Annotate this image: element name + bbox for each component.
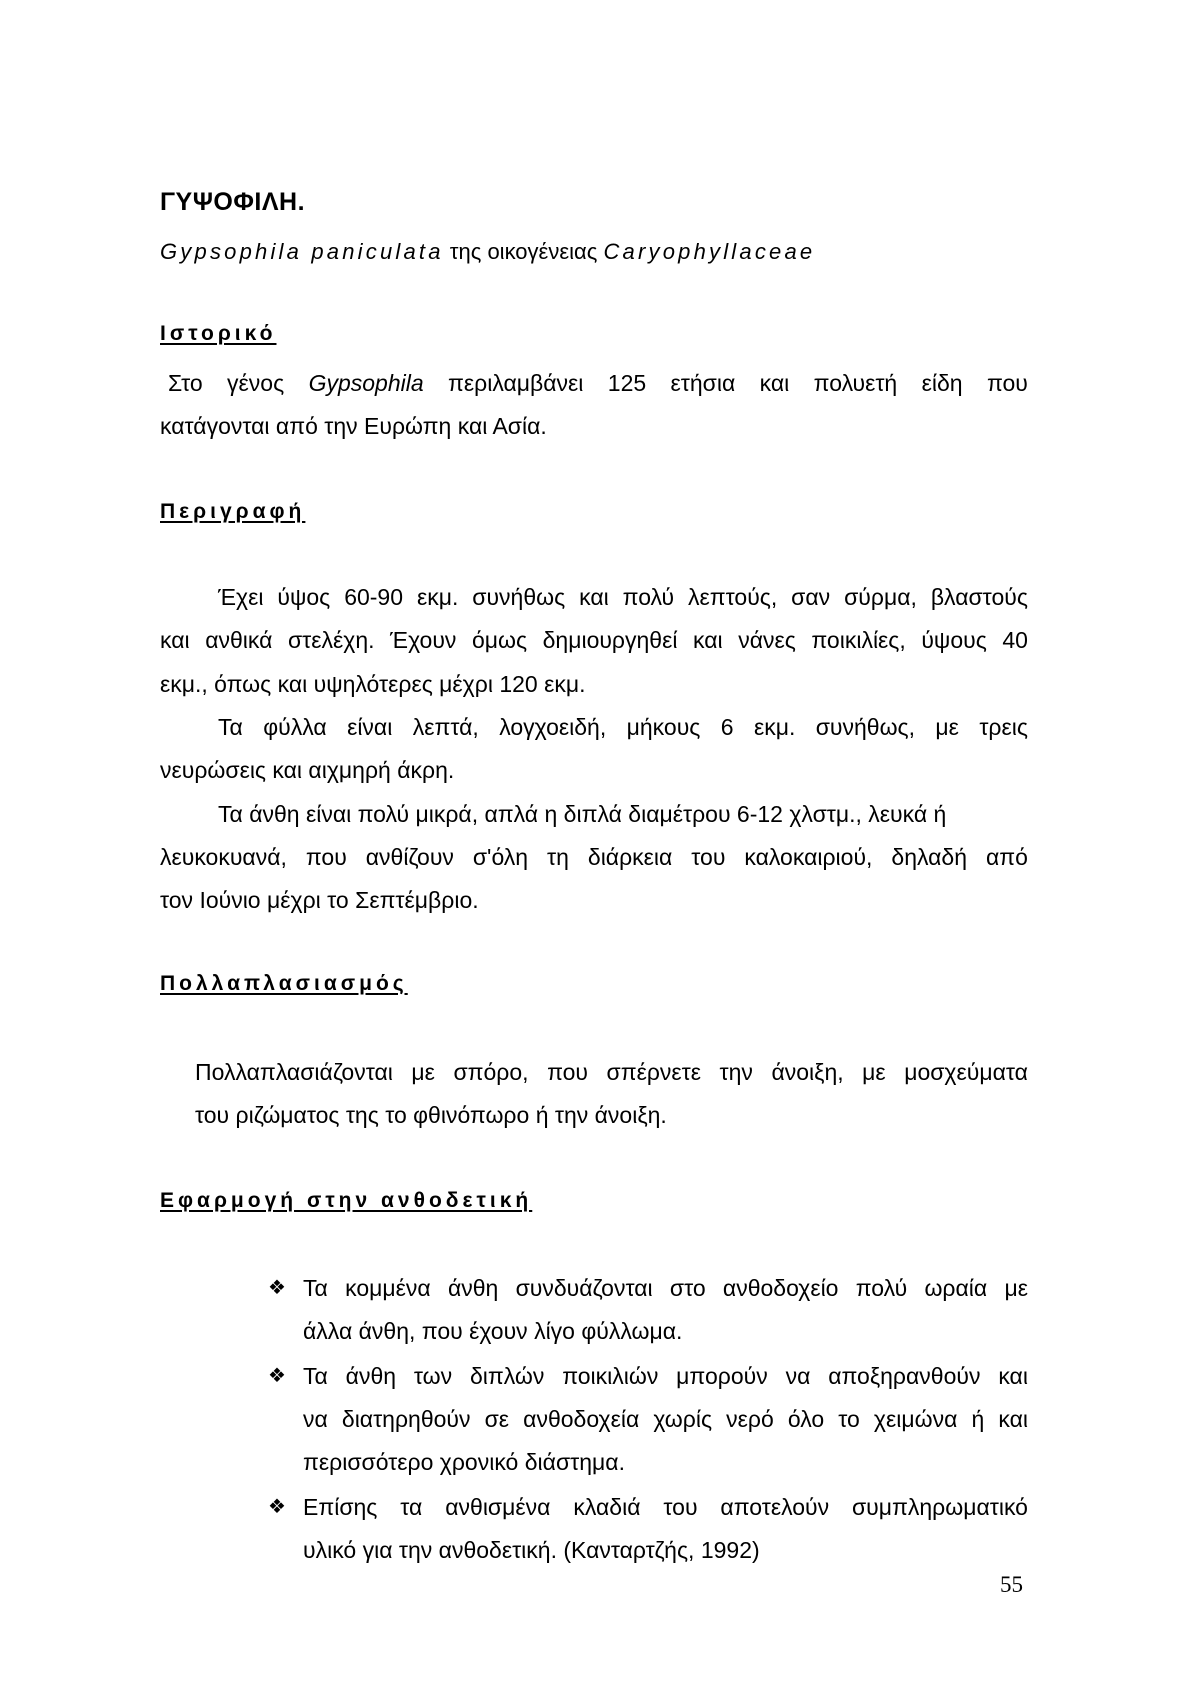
word: 125	[607, 370, 647, 396]
word: και	[160, 627, 190, 653]
word: με	[935, 714, 959, 740]
word: να	[785, 1363, 811, 1389]
scientific-name	[160, 238, 815, 266]
word: ανθισμένα	[445, 1494, 551, 1520]
word: σαν	[791, 584, 831, 610]
word: και	[998, 1363, 1028, 1389]
word: Gypsophila	[308, 370, 424, 396]
word: διάρκεια	[587, 844, 673, 870]
application-bullet-1-line-2: άλλα άνθη, που έχουν λίγο φύλλωμα.	[303, 1318, 683, 1344]
word: εκμ.	[416, 584, 459, 610]
word: λεπτούς,	[688, 584, 778, 610]
word: και	[579, 584, 609, 610]
word: όλο	[787, 1406, 825, 1432]
history-heading: Ιστορικό	[160, 322, 277, 345]
word: χειμώνα	[873, 1406, 958, 1432]
word: βλαστούς	[930, 584, 1028, 610]
application-bullet-2-line-3: περισσότερο χρονικό διάστημα.	[303, 1449, 625, 1475]
word: συνδυάζονται	[515, 1275, 653, 1301]
word: τα	[400, 1494, 423, 1520]
application-bullet-3-line-1	[303, 1493, 1028, 1521]
description-line-7	[160, 843, 1028, 871]
word: σ'όλη	[472, 844, 529, 870]
word: το	[838, 1406, 860, 1432]
word: 40	[1002, 627, 1028, 653]
word: ύψος	[277, 584, 331, 610]
application-bullet-1-line-1	[303, 1274, 1028, 1302]
word: σπόρο,	[453, 1059, 529, 1085]
word: του	[691, 844, 726, 870]
word: πολύ	[622, 584, 675, 610]
word: Έχουν	[390, 627, 457, 653]
word: και	[693, 627, 723, 653]
word: λεπτά,	[412, 714, 479, 740]
word: πολυετή	[813, 370, 898, 396]
description-line-6: Τα άνθη είναι πολύ μικρά, απλά η διπλά διαμέτρου 6-12 χλστμ., λευκά ή	[218, 801, 947, 827]
word: 6	[720, 714, 734, 740]
word: διπλών	[469, 1363, 545, 1389]
word: να	[303, 1406, 328, 1432]
word: διατηρηθούν	[341, 1406, 471, 1432]
word: ανθοδοχεία	[523, 1406, 640, 1432]
word: και	[998, 1406, 1028, 1432]
propagation-line-1	[195, 1058, 1028, 1086]
family-name: Caryophyllaceae	[603, 239, 816, 264]
word: εκμ.	[753, 714, 796, 740]
word: ανθικά	[205, 627, 273, 653]
word: πολύ	[855, 1275, 908, 1301]
word: Πολλαπλασιάζονται	[195, 1059, 393, 1085]
word: συνήθως	[472, 584, 566, 610]
description-line-1	[218, 583, 1028, 611]
word: μήκους	[626, 714, 701, 740]
word: στο	[669, 1275, 706, 1301]
word: με	[1004, 1275, 1028, 1301]
word: τη	[547, 844, 569, 870]
word: συμπληρωματικό	[851, 1494, 1028, 1520]
family-connector: της οικογένειας	[443, 239, 604, 264]
word: που	[986, 370, 1028, 396]
word: λευκοκυανά,	[160, 844, 287, 870]
word: από	[985, 844, 1028, 870]
word: ύψους	[921, 627, 987, 653]
word: Έχει	[218, 584, 264, 610]
word: ανθίζουν	[365, 844, 454, 870]
word: σπέρνετε	[606, 1059, 702, 1085]
word: συνήθως,	[815, 714, 916, 740]
word: Στο	[168, 370, 203, 396]
word: αποτελούν	[720, 1494, 830, 1520]
word: αποξηρανθούν	[828, 1363, 981, 1389]
word: την	[719, 1059, 753, 1085]
word: είδη	[921, 370, 963, 396]
propagation-line-2: του ριζώματος της το φθινόπωρο ή την άνοιξη.	[195, 1102, 667, 1128]
description-line-4	[218, 713, 1028, 741]
word: ποικιλιών	[562, 1363, 659, 1389]
word: ετήσια	[670, 370, 736, 396]
word: γένος	[227, 370, 285, 396]
bullet-diamond-icon: ❖	[268, 1365, 286, 1387]
description-line-8: τον Ιούνιο μέχρι το Σεπτέμβριο.	[160, 887, 479, 913]
bullet-diamond-icon: ❖	[268, 1496, 286, 1518]
word: ανθοδοχείο	[722, 1275, 839, 1301]
word: κλαδιά	[573, 1494, 641, 1520]
word: Επίσης	[303, 1494, 378, 1520]
word: νάνες	[738, 627, 796, 653]
word: σε	[484, 1406, 510, 1432]
word: κομμένα	[345, 1275, 431, 1301]
word: και	[759, 370, 790, 396]
word: με	[862, 1059, 886, 1085]
word: με	[411, 1059, 435, 1085]
propagation-heading: Πολλαπλασιασμός	[160, 972, 408, 995]
word: χωρίς	[653, 1406, 713, 1432]
word: άνθη	[447, 1275, 499, 1301]
genus-name: Gypsophila paniculata	[160, 239, 444, 264]
word: 60-90	[344, 584, 404, 610]
application-bullet-2-line-1	[303, 1362, 1028, 1390]
word: δημιουργηθεί	[542, 627, 678, 653]
word: σύρμα,	[844, 584, 917, 610]
word: που	[547, 1059, 589, 1085]
word: Τα	[303, 1275, 328, 1301]
word: νερό	[726, 1406, 774, 1432]
word: στελέχη.	[287, 627, 375, 653]
page-number: 55	[1000, 1572, 1023, 1597]
word: άνοιξη,	[771, 1059, 844, 1085]
word: που	[305, 844, 347, 870]
word: άνθη	[345, 1363, 397, 1389]
description-line-5: νευρώσεις και αιχμηρή άκρη.	[160, 757, 455, 783]
history-line-2: κατάγονται από την Ευρώπη και Ασία.	[160, 413, 547, 439]
word: ποικιλίες,	[811, 627, 906, 653]
application-heading: Εφαρμογή στην ανθοδετική	[160, 1189, 533, 1212]
word: μοσχεύματα	[904, 1059, 1028, 1085]
history-line-1	[168, 369, 1028, 397]
word: όμως	[471, 627, 528, 653]
description-heading: Περιγραφή	[160, 500, 306, 523]
word: λογχοειδή,	[499, 714, 607, 740]
word: είναι	[347, 714, 393, 740]
word: μπορούν	[676, 1363, 768, 1389]
word: φύλλα	[263, 714, 327, 740]
bullet-diamond-icon: ❖	[268, 1277, 286, 1299]
application-bullet-3-line-2: υλικό για την ανθοδετική. (Κανταρτζής, 1992)	[303, 1537, 760, 1563]
word: τρεις	[979, 714, 1028, 740]
word: Τα	[218, 714, 243, 740]
word: του	[663, 1494, 698, 1520]
word: δηλαδή	[891, 844, 968, 870]
description-line-2	[160, 626, 1028, 654]
application-bullet-2-line-2	[303, 1405, 1028, 1433]
word: ή	[971, 1406, 985, 1432]
page-title: ΓΥΨΟΦΙΛΗ.	[160, 188, 306, 216]
word: Τα	[303, 1363, 328, 1389]
word: καλοκαιριού,	[744, 844, 873, 870]
word: των	[413, 1363, 453, 1389]
word: περιλαμβάνει	[448, 370, 584, 396]
word: ωραία	[924, 1275, 988, 1301]
description-line-3: εκμ., όπως και υψηλότερες μέχρι 120 εκμ.	[160, 671, 586, 697]
